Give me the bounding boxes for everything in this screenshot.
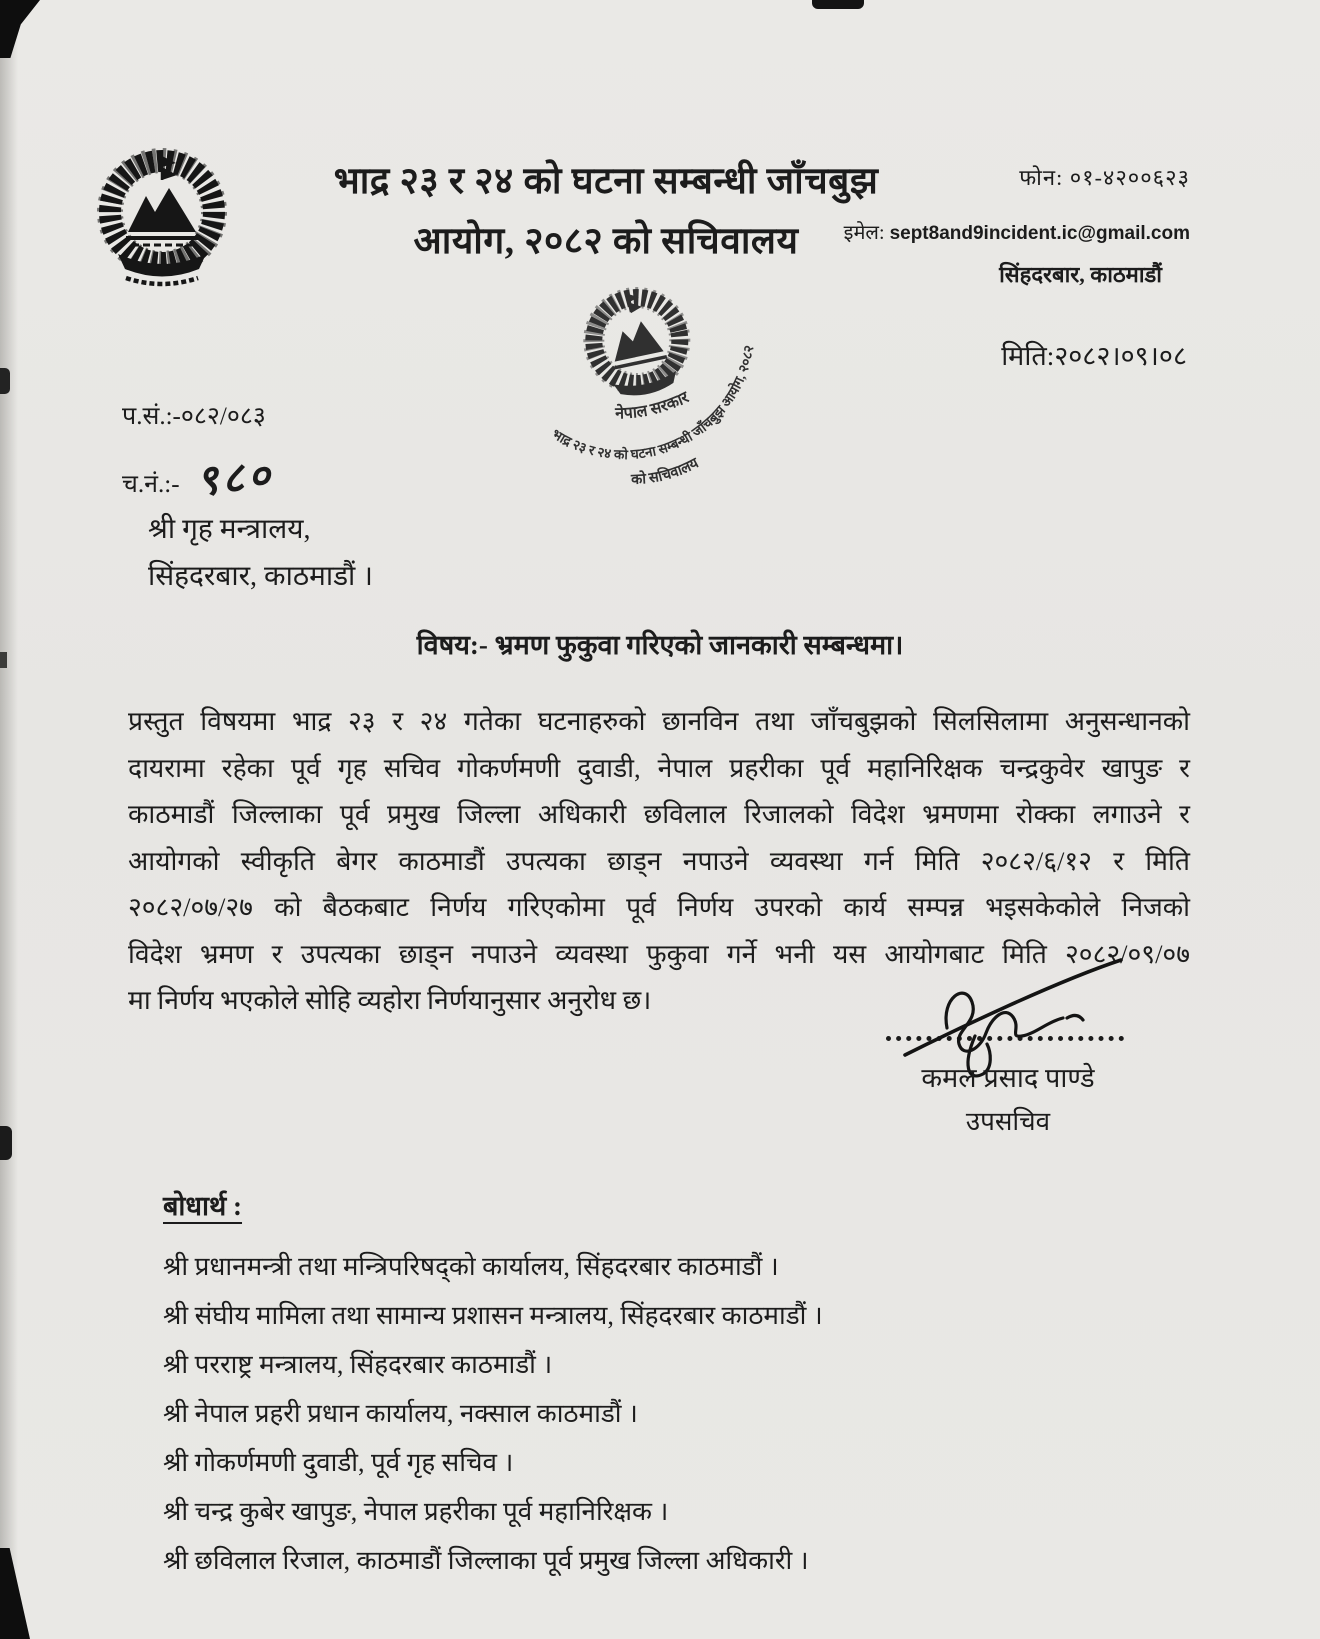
dispatch-label: च.नं.:- [122, 471, 180, 498]
signatory-designation: उपसचिव [965, 1107, 1051, 1136]
scan-artifact-left-edge [0, 1126, 12, 1160]
email-label: इमेल: [843, 222, 885, 244]
stamp-secretariat-text: को सचिवालय [630, 455, 702, 489]
recipient-line2: सिंहदरबार, काठमाडौं । [148, 561, 373, 592]
recipient-line1: श्री गृह मन्त्रालय, [148, 514, 311, 545]
scan-artifact-bottom-left-corner [0, 1548, 30, 1639]
office-address: सिंहदरबार, काठमाडौं [999, 262, 1162, 287]
cc-item: श्री नेपाल प्रहरी प्रधान कार्यालय, नक्साल काठमाडौं । [163, 1399, 638, 1428]
reference-block [122, 398, 276, 521]
email-row [770, 218, 1190, 245]
commission-seal-stamp-icon [518, 278, 770, 490]
dispatch-row [122, 448, 276, 506]
contact-info [770, 162, 1190, 289]
commission-title-line1: भाद्र २३ र २४ को घटना सम्बन्धी जाँचबुझ [333, 161, 879, 202]
body-line: प्रस्तुत विषयमा भाद्र २३ र २४ गतेका घटनाहरुको छानविन तथा जाँचबुझको सिलसिलामा अनुसन्धानको [128, 706, 1190, 736]
body-line: दायरामा रहेका पूर्व गृह सचिव गोकर्णमणी दुवाडी, नेपाल प्रहरीका पूर्व महानिरिक्षक चन्द्रकुवेर खापुङ र [128, 752, 1190, 783]
commission-title-line2: आयोग, २०८२ को सचिवालय [413, 221, 799, 262]
ref-number: प.सं.:-०८२/०८३ [122, 403, 266, 430]
cc-item: श्री परराष्ट्र मन्त्रालय, सिंहदरबार काठमाडौं । [163, 1350, 553, 1379]
stamp-government-text: नेपाल सरकार [615, 389, 692, 423]
email-address: sept8and9incident.ic@gmail.com [889, 223, 1190, 244]
body-line: मा निर्णय भएकोले सोहि व्यहोरा निर्णयानुसार अनुरोध छ। [128, 985, 652, 1015]
scan-artifact-left-edge [0, 368, 10, 394]
body-line: काठमाडौं जिल्लाका पूर्व प्रमुख जिल्ला अधिकारी छविलाल रिजालको विदेश भ्रमणमा रोक्का लगाउने र [128, 799, 1190, 829]
letter-date: मिति:२०८२।०९।०८ [1001, 341, 1187, 371]
body-line: २०८२/०७/२७ को बैठकबाट निर्णय गरिएकोमा पूर्व निर्णय उपरको कार्य सम्पन्न भइसकेकोले निजको [128, 892, 1190, 922]
body-line: विदेश भ्रमण र उपत्यका छाड्न नपाउने व्यवस्था फुकुवा गर्ने भनी यस आयोगबाट मिति २०८२/०९/०७ [128, 938, 1190, 969]
signatory-name: कमल प्रसाद पाण्डे [921, 1063, 1095, 1093]
cc-heading: बोधार्थ : [163, 1191, 243, 1221]
dispatch-number-handwritten: ९८० [193, 452, 276, 506]
cc-item: श्री गोकर्णमणी दुवाडी, पूर्व गृह सचिव । [163, 1448, 514, 1477]
nepal-coat-of-arms-icon [92, 146, 232, 288]
cc-item: श्री संघीय मामिला तथा सामान्य प्रशासन मन्त्रालय, सिंहदरबार काठमाडौं । [163, 1301, 823, 1330]
subject-line: विषय:- भ्रमण फुकुवा गरिएको जानकारी सम्बन्धमा। [416, 630, 904, 660]
body-line: आयोगको स्वीकृति बेगर काठमाडौं उपत्यका छाड्न नपाउने व्यवस्था गर्न मिति २०८२/६/१२ र मिति [128, 845, 1190, 876]
recipient-block [148, 506, 373, 600]
stamp-commission-arc-text: भाद्र २३ र २४ को घटना सम्बन्धी जाँचबुझ आयोग, २०८२ [549, 344, 757, 463]
cc-item: श्री छविलाल रिजाल, काठमाडौं जिल्लाका पूर्व प्रमुख जिल्ला अधिकारी । [163, 1546, 809, 1575]
phone-number: फोन: ०१-४२००६२३ [1019, 165, 1190, 190]
scan-artifact-top-left-corner [0, 0, 40, 58]
cc-item: श्री चन्द्र कुबेर खापुङ, नेपाल प्रहरीका पूर्व महानिरिक्षक । [163, 1497, 669, 1526]
scan-artifact-top-edge [812, 0, 864, 9]
cc-item: श्री प्रधानमन्त्री तथा मन्त्रिपरिषद्को कार्यालय, सिंहदरबार काठमाडौं । [163, 1252, 779, 1281]
cc-list [163, 1242, 823, 1585]
